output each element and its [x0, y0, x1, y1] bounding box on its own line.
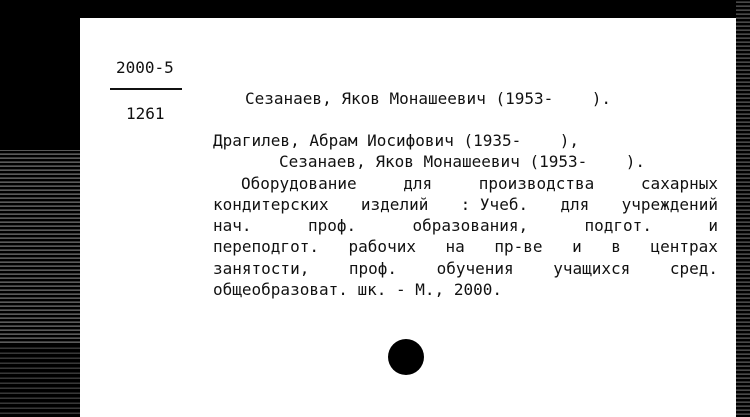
- word: для: [403, 173, 433, 193]
- shelfmark: 2000-5: [116, 58, 174, 77]
- title-line-3: [213, 215, 718, 236]
- word: сред.: [669, 258, 718, 278]
- word: проф.: [307, 216, 357, 236]
- accession-number: 1261: [126, 104, 165, 123]
- scan-left-edge-noise: [0, 345, 80, 417]
- card-punch-hole: [388, 339, 424, 375]
- word: для: [560, 194, 590, 214]
- word: переподгот.: [213, 237, 319, 257]
- title-line-2: [213, 194, 718, 215]
- word: обучения: [436, 258, 514, 278]
- title-line-6: общеобразоват. шк. - М., 2000.: [213, 280, 502, 300]
- scan-right-edge: [736, 0, 750, 417]
- word: на: [445, 237, 465, 257]
- title-line-5: [213, 258, 718, 279]
- scan-left-edge: [0, 0, 80, 417]
- word: пр-ве: [494, 237, 543, 257]
- shelfmark-divider: [110, 88, 182, 90]
- word: в: [611, 237, 621, 257]
- word: нач.: [213, 216, 252, 236]
- catalog-card: [80, 18, 736, 417]
- word: рабочих: [348, 237, 416, 257]
- word: учреждений: [621, 194, 718, 214]
- word: учащихся: [553, 258, 631, 278]
- word: и: [708, 216, 718, 236]
- word: сахарных: [640, 173, 718, 193]
- title-line-1: [213, 173, 718, 194]
- word: занятости,: [213, 258, 310, 278]
- bibliographic-description: [213, 130, 718, 300]
- word: образования,: [412, 216, 529, 236]
- author-line-1: Драгилев, Абрам Иосифович (1935- ),: [213, 131, 580, 150]
- author-line-2: Сезанаев, Яков Монашеевич (1953- ).: [279, 152, 646, 172]
- word: производства: [478, 173, 595, 193]
- word: Оборудование: [241, 173, 357, 193]
- word: проф.: [348, 258, 398, 278]
- word: подгот.: [584, 216, 652, 236]
- word: центрах: [650, 237, 718, 257]
- word: кондитерских: [213, 194, 329, 214]
- word: и: [572, 237, 582, 257]
- main-heading: Сезанаев, Яков Монашеевич (1953- ).: [245, 89, 612, 108]
- word: изделий: [360, 194, 429, 214]
- title-line-4: [213, 236, 718, 257]
- word: : Учеб.: [460, 194, 529, 214]
- scan-left-edge-dark: [0, 0, 80, 150]
